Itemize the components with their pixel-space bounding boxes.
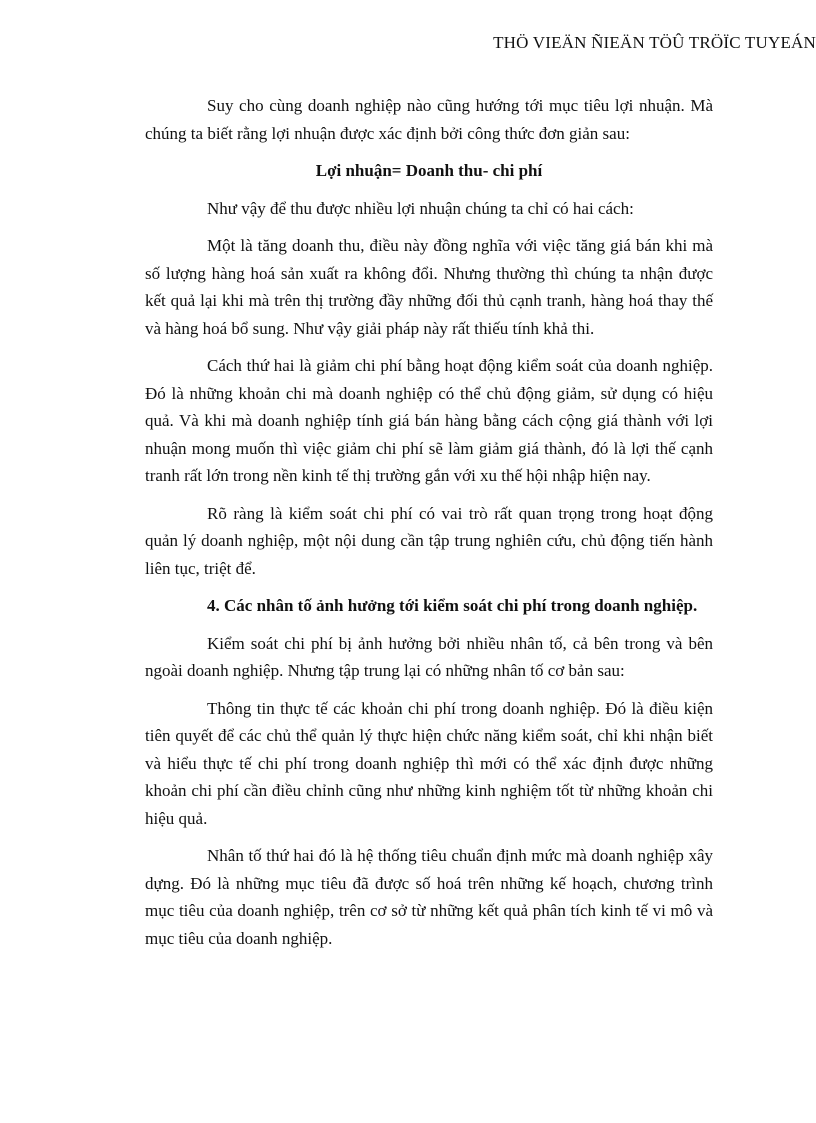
formula: Lợi nhuận= Doanh thu- chi phí (315, 161, 543, 180)
paragraph: Kiểm soát chi phí bị ảnh hưởng bởi nhiều nhân tố, cả bên trong và bên ngoài doanh nghiệp. Nhưng tập trung lại có những nhân tố cơ bản sau: (145, 633, 713, 680)
page-header: THÖ VIEÄN ÑIEÄN TÖÛ TRÖÏC TUYEÁN (493, 33, 816, 52)
section-heading: 4. Các nhân tố ảnh hưởng tới kiểm soát chi phí trong doanh nghiệp. (207, 596, 698, 615)
document-body (145, 92, 713, 962)
paragraph: Thông tin thực tế các khoản chi phí trong doanh nghiệp. Đó là điều kiện tiên quyết để các chủ thể quản lý thực hiện chức năng kiểm soát, chỉ khi nhận biết và hiểu thực tế chi phí trong doanh nghiệp thì mới có thể xác định được những khoản chi phí cần điều chỉnh cũng như những kinh nghiệm tốt từ những khoản chi hiệu quả. (145, 698, 713, 828)
paragraph: Nhân tố thứ hai đó là hệ thống tiêu chuẩn định mức mà doanh nghiệp xây dựng. Đó là những mục tiêu đã được số hoá trên những kế hoạch, chương trình mục tiêu của doanh nghiệp, trên cơ sở từ những kết quả phân tích kinh tế vi mô và mục tiêu của doanh nghiệp. (145, 846, 713, 948)
paragraph: Như vậy để thu được nhiều lợi nhuận chúng ta chỉ có hai cách: (207, 198, 634, 218)
paragraph: Một là tăng doanh thu, điều này đồng nghĩa với việc tăng giá bán khi mà số lượng hàng hoá sản xuất ra không đổi. Nhưng thường thì chúng ta nhận được kết quả lại khi mà trên thị trường đầy những đối thủ cạnh tranh, hàng hoá thay thế và hàng hoá bổ sung. Như vậy giải pháp này rất thiếu tính khả thi. (145, 236, 713, 338)
paragraph: Cách thứ hai là giảm chi phí bằng hoạt động kiểm soát của doanh nghiệp. Đó là những khoản chi mà doanh nghiệp có thể chủ động giảm, sử dụng có hiệu quả. Và khi mà doanh nghiệp tính giá bán hàng bằng cách cộng giá thành với lợi nhuận mong muốn thì việc giảm chi phí sẽ làm giảm giá thành, đó là lợi thế cạnh tranh rất lớn trong nền kinh tế thị trường gắn với xu thế hội nhập hiện nay. (145, 356, 713, 485)
paragraph: Rõ ràng là kiểm soát chi phí có vai trò rất quan trọng trong hoạt động quản lý doanh nghiệp, một nội dung cần tập trung nghiên cứu, chủ động tiến hành liên tục, triệt để. (145, 503, 713, 578)
paragraph: Suy cho cùng doanh nghiệp nào cũng hướng tới mục tiêu lợi nhuận. Mà chúng ta biết rằng lợi nhuận được xác định bởi công thức đơn giản sau: (145, 96, 713, 143)
